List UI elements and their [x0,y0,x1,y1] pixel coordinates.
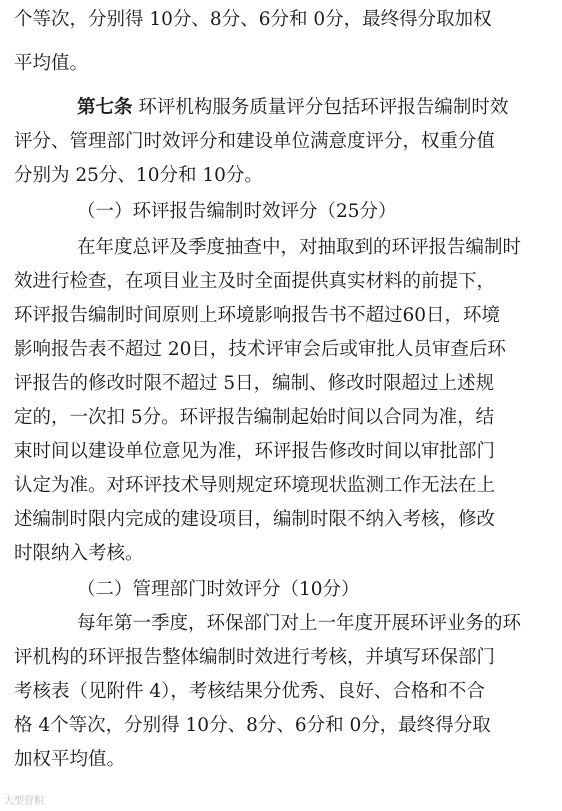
line-text: 在年度总评及季度抽查中，对抽取到的环评报告编制时 [77,237,522,258]
line-text: 影响报告表不超过 20日，技术评审会后或审批人员审查后环 [14,339,506,360]
line-text: 环评机构服务质量评分包括环评报告编制时效 [132,97,509,118]
text-line-10 [14,338,506,362]
text-line-21 [14,714,491,738]
text-line-13 [14,440,495,464]
text-line-1 [14,8,492,32]
line-text: （一）环评报告编制时效评分（25分） [77,201,397,222]
line-text: 评报告的修改时限不超过 5日，编制、修改时限超过上述规 [14,373,495,394]
line-text: 考核表（见附件 4），考核结果分优秀、良好、合格和不合 [14,681,485,702]
text-line-20 [14,680,485,704]
text-line-7 [77,236,521,260]
line-text: （二）管理部门时效评分（10分） [77,579,360,600]
text-line-15 [14,508,495,532]
line-text: 评机构的环评报告整体编制时效进行考核，并填写环保部门 [14,647,496,668]
text-line-18 [77,612,521,636]
line-text: 格 4个等次，分别得 10分、8分、6分和 0分，最终得分取 [14,715,491,736]
line-text: 加权平均值。 [14,749,126,770]
article-heading-line [77,96,508,120]
text-line-2 [14,52,88,76]
text-line-4 [14,130,495,154]
line-text: 评分、管理部门时效评分和建设单位满意度评分，权重分值 [14,131,496,152]
article-number: 第七条 [77,97,133,118]
line-text: 时限纳入考核。 [14,543,144,564]
line-text: 述编制时限内完成的建设项目，编制时限不纳入考核，修改 [14,509,496,530]
text-line-11 [14,372,494,396]
line-text: 束时间以建设单位意见为准，环评报告修改时间以审批部门 [14,441,496,462]
line-text: 平均值。 [14,53,89,74]
text-line-14 [14,474,495,498]
line-text: 分别为 25分、10分和 10分。 [14,165,263,186]
text-line-9 [14,304,500,328]
text-line-19 [14,646,495,670]
line-text: 效进行检查，在项目业主及时全面提供真实材料的前提下， [14,271,496,292]
text-line-5 [14,164,263,188]
line-text: 每年第一季度，环保部门对上一年度开展环评业务的环 [77,613,522,634]
line-text: 个等次，分别得 10分、8分、6分和 0分，最终得分取加权 [14,9,492,30]
section-heading-1 [77,200,397,224]
text-line-16 [14,542,144,566]
line-text: 环评报告编制时间原则上环境影响报告书不超过60日，环境 [14,305,501,326]
watermark [4,792,44,807]
watermark-text: 大型营积 [4,796,44,807]
text-line-12 [14,406,494,430]
text-line-8 [14,270,495,294]
text-line-22 [14,748,125,772]
line-text: 定的，一次扣 5分。环评报告编制起始时间以合同为准，结 [14,407,495,428]
section-heading-2 [77,578,360,602]
line-text: 认定为准。对环评技术导则规定环境现状监测工作无法在上 [14,475,496,496]
